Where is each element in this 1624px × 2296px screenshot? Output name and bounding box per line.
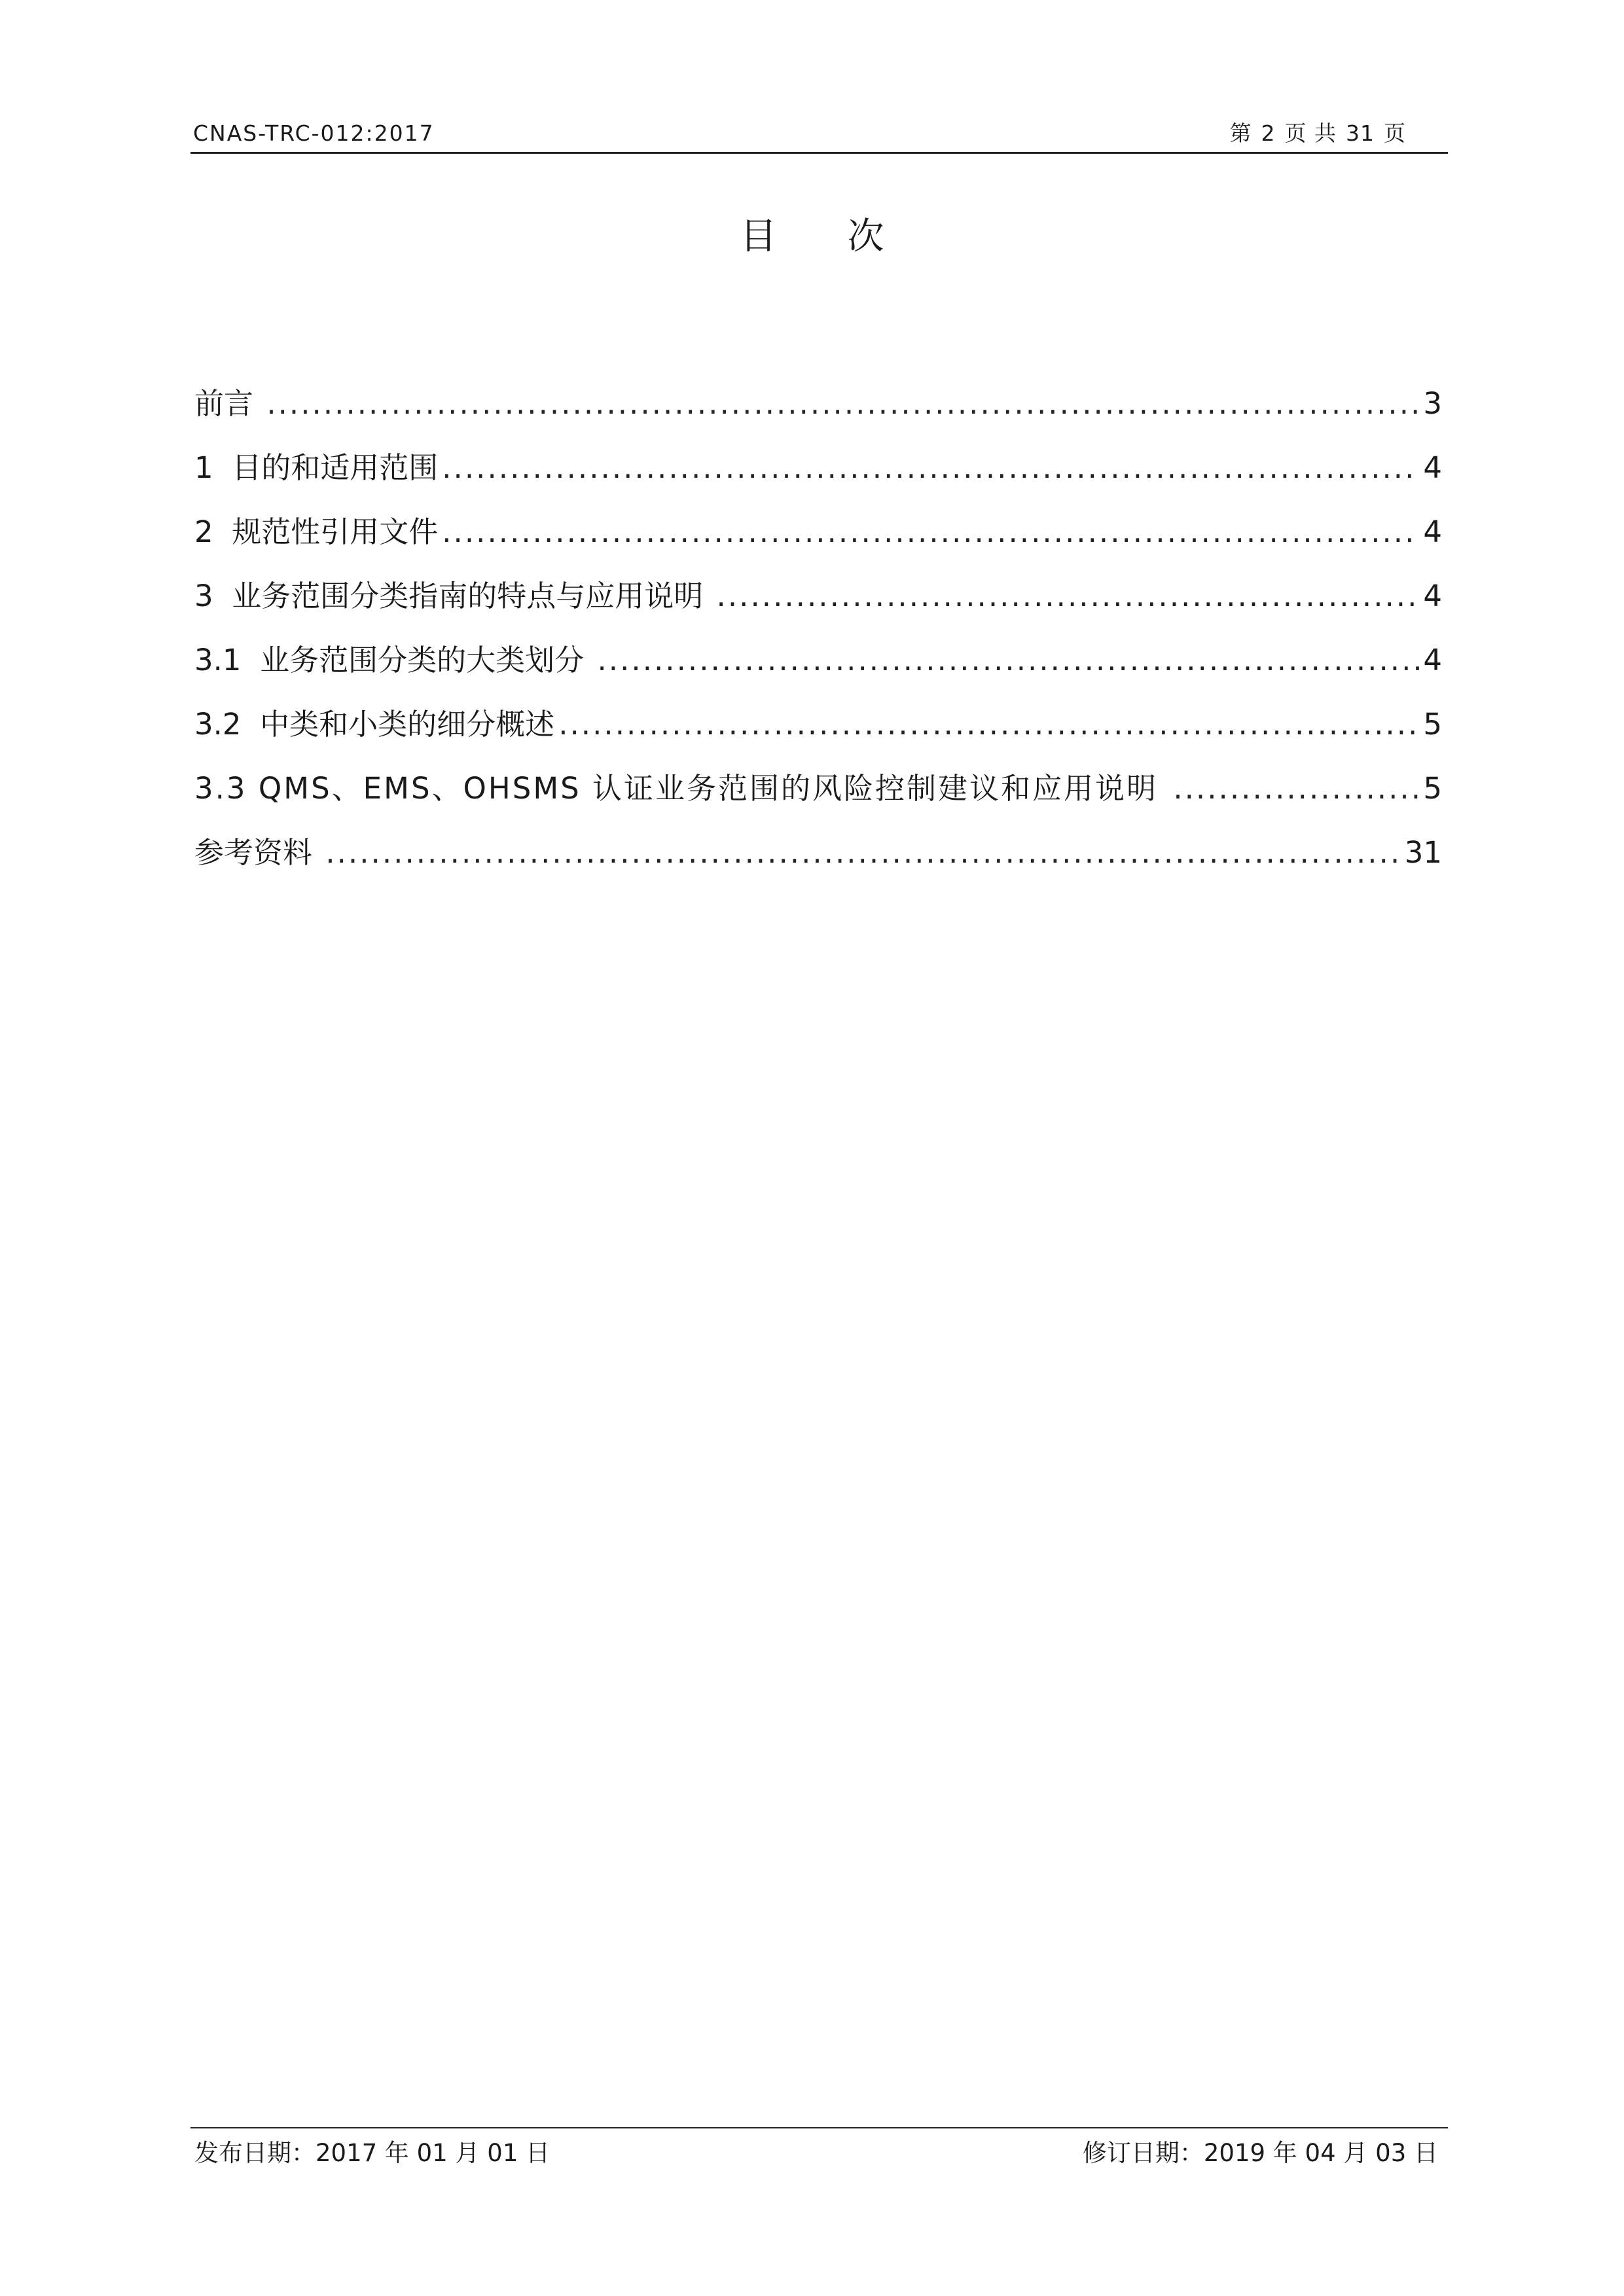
toc-entry-label: 2 规范性引用文件 (194, 514, 439, 549)
toc-title-char-1: 目 (740, 215, 777, 258)
toc-entry-section-3-1[interactable] (194, 628, 1442, 692)
toc-dot-leader (597, 641, 1419, 680)
toc-dot-leader (717, 577, 1420, 616)
toc-entry-label: 3.2 中类和小类的细分概述 (194, 707, 555, 742)
toc-entry-section-1[interactable] (194, 436, 1442, 500)
toc-dot-leader (558, 705, 1419, 744)
toc-entry-label: 3.3 QMS、EMS、OHSMS 认证业务范围的风险控制建议和应用说明 (194, 771, 1170, 806)
page-prefix: 第 (1229, 120, 1252, 146)
toc-entry-label: 1 目的和适用范围 (194, 450, 439, 485)
toc-entry-page: 4 (1423, 450, 1442, 485)
toc-title-char-2: 次 (847, 215, 884, 258)
footer-divider (190, 2127, 1448, 2128)
toc-dot-leader (325, 833, 1400, 872)
toc-entry-label: 3 业务范围分类指南的特点与应用说明 (194, 579, 713, 613)
table-of-contents (194, 372, 1442, 885)
page-footer (194, 2134, 1438, 2173)
toc-entry-preface[interactable] (194, 372, 1442, 436)
toc-entry-page: 3 (1423, 386, 1442, 421)
toc-dot-leader (1173, 769, 1419, 808)
header-divider (190, 152, 1448, 154)
toc-entry-section-2[interactable] (194, 500, 1442, 564)
toc-entry-section-3-3[interactable] (194, 757, 1442, 821)
toc-entry-page: 31 (1404, 835, 1442, 870)
revision-date: 修订日期：2019 年 04 月 03 日 (1082, 2139, 1438, 2167)
toc-entry-section-3-2[interactable] (194, 692, 1442, 757)
toc-entry-page: 4 (1423, 579, 1442, 613)
page-total: 31 (1346, 120, 1375, 146)
toc-entry-page: 4 (1423, 514, 1442, 549)
toc-entry-page: 4 (1423, 643, 1442, 677)
toc-dot-leader (266, 384, 1419, 423)
toc-entry-page: 5 (1423, 707, 1442, 742)
toc-entry-page: 5 (1423, 771, 1442, 806)
issue-date: 发布日期：2017 年 01 月 01 日 (194, 2139, 550, 2167)
page-number (1230, 115, 1407, 152)
document-code: CNAS-TRC-012:2017 (193, 120, 435, 146)
toc-dot-leader (442, 512, 1419, 552)
page-current: 2 (1261, 120, 1276, 146)
toc-dot-leader (442, 448, 1419, 488)
toc-entry-label: 3.1 业务范围分类的大类划分 (194, 643, 594, 677)
toc-title (0, 211, 1624, 263)
page-header (193, 115, 1448, 152)
toc-entry-label: 前言 (194, 386, 263, 421)
page-suffix: 页 (1384, 120, 1406, 146)
toc-entry-references[interactable] (194, 821, 1442, 885)
page-mid: 页 共 (1284, 120, 1337, 146)
toc-entry-section-3[interactable] (194, 564, 1442, 628)
toc-entry-label: 参考资料 (194, 835, 322, 870)
